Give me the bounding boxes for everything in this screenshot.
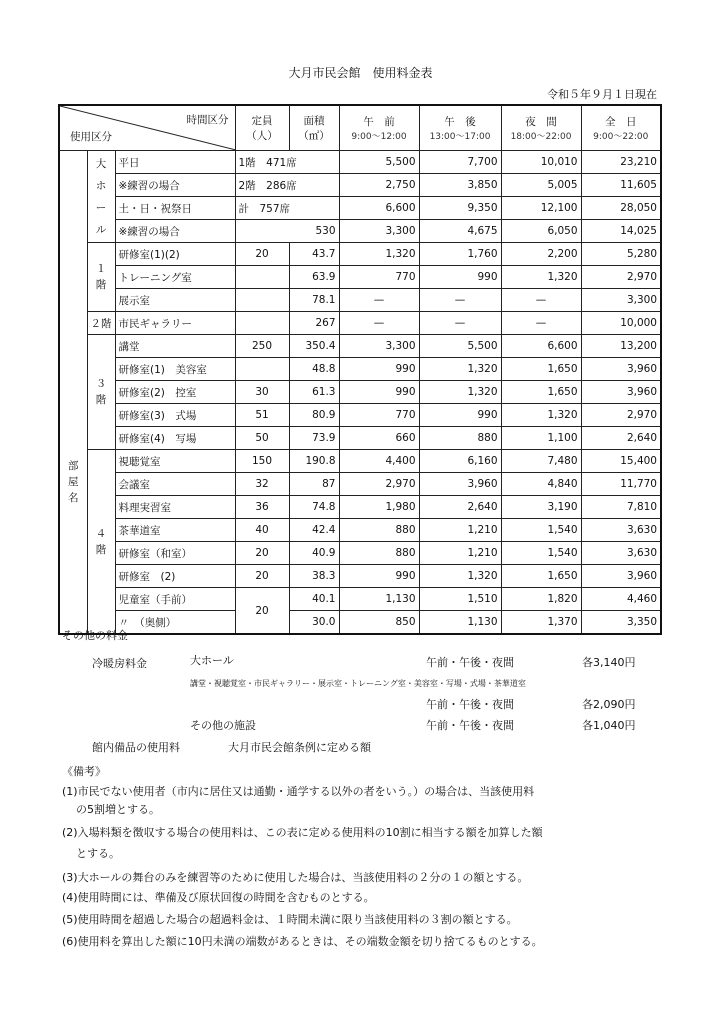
area: 61.3	[289, 381, 339, 404]
table-row	[59, 381, 661, 404]
allday-header	[581, 105, 661, 151]
fee-night: 10,010	[501, 151, 581, 174]
document-title: 大月市民会館 使用料金表	[288, 66, 433, 80]
room-name: 視聴覚室	[115, 450, 235, 473]
fee-night: 1,320	[501, 404, 581, 427]
fee-afternoon: 1,510	[419, 588, 501, 611]
room-name: 研修室 (2)	[115, 565, 235, 588]
capacity	[235, 266, 289, 289]
fee-allday: 7,810	[581, 496, 661, 519]
effective-date: 令和５年９月１日現在	[547, 88, 657, 101]
night-header	[501, 105, 581, 151]
capacity: 20	[235, 588, 289, 635]
fee-afternoon: 1,130	[419, 611, 501, 635]
allday-label: 全 日	[605, 116, 637, 128]
fee-night: 7,480	[501, 450, 581, 473]
fee-night: 6,050	[501, 220, 581, 243]
fee-night: 12,100	[501, 197, 581, 220]
fee-night: 1,540	[501, 542, 581, 565]
fee-night: 5,005	[501, 174, 581, 197]
fee-allday: 3,300	[581, 289, 661, 312]
area: 40.9	[289, 542, 339, 565]
table-row	[59, 404, 661, 427]
floor4-text: ４階	[95, 527, 107, 556]
area: 530	[235, 220, 339, 243]
table-row	[59, 588, 661, 611]
night-label: 夜 間	[525, 116, 557, 128]
remark-2a: (2)入場料類を徴収する場合の使用料は、この表に定める使用料の10割に相当する額を加算した額	[62, 826, 543, 839]
night-time: 18:00～22:00	[510, 132, 572, 142]
capacity: 40	[235, 519, 289, 542]
room-name: 会議室	[115, 473, 235, 496]
fee-morning: —	[339, 289, 419, 312]
fee-allday: 11,770	[581, 473, 661, 496]
afternoon-label: 午 後	[444, 116, 476, 128]
fee-afternoon: 6,160	[419, 450, 501, 473]
fee-morning: 990	[339, 381, 419, 404]
fee-allday: 23,210	[581, 151, 661, 174]
others-fee-periods: 午前・午後・夜間	[426, 719, 514, 732]
fee-afternoon: 3,960	[419, 473, 501, 496]
fee-night: 1,320	[501, 266, 581, 289]
fee-allday: 11,605	[581, 174, 661, 197]
fee-morning: 2,750	[339, 174, 419, 197]
table-row	[59, 312, 661, 335]
fee-afternoon: 990	[419, 404, 501, 427]
remark-4: (4)使用時間には、準備及び原状回復の時間を含むものとする。	[62, 891, 375, 904]
rooms-fee-value: 各2,090円	[582, 698, 636, 711]
table-row	[59, 289, 661, 312]
area: 87	[289, 473, 339, 496]
fee-night: —	[501, 312, 581, 335]
floor3-text: ３階	[95, 378, 107, 406]
area: 43.7	[289, 243, 339, 266]
room-name: 土・日・祝祭日	[115, 197, 235, 220]
fee-allday: 5,280	[581, 243, 661, 266]
fee-night: —	[501, 289, 581, 312]
fee-night: 1,370	[501, 611, 581, 635]
fee-afternoon: 4,675	[419, 220, 501, 243]
area: 73.9	[289, 427, 339, 450]
area: 80.9	[289, 404, 339, 427]
fee-allday: 3,630	[581, 519, 661, 542]
cooling-label: 冷暖房料金	[92, 657, 147, 670]
remarks-heading: 《備考》	[62, 765, 106, 778]
fee-afternoon: —	[419, 312, 501, 335]
remark-1a: (1)市民でない使用者（市内に居住又は通勤・通学する以外の者をいう。）の場合は、当該使用料	[62, 785, 535, 798]
area: 350.4	[289, 335, 339, 358]
fee-night: 1,540	[501, 519, 581, 542]
afternoon-header	[419, 105, 501, 151]
room-name: 研修室(3) 式場	[115, 404, 235, 427]
area-header-label: 面積	[303, 115, 325, 127]
capacity	[235, 358, 289, 381]
others-fee-value: 各1,040円	[582, 719, 636, 732]
area: 48.8	[289, 358, 339, 381]
room-name: 研修室(1)(2)	[115, 243, 235, 266]
fee-morning: 5,500	[339, 151, 419, 174]
fee-afternoon: 880	[419, 427, 501, 450]
area: 190.8	[289, 450, 339, 473]
room-name: 研修室(2) 控室	[115, 381, 235, 404]
capacity: 20	[235, 565, 289, 588]
fee-afternoon: 7,700	[419, 151, 501, 174]
area: 74.8	[289, 496, 339, 519]
allday-time: 9:00～22:00	[593, 132, 649, 142]
fee-allday: 3,960	[581, 381, 661, 404]
fee-afternoon: 3,850	[419, 174, 501, 197]
fee-night: 1,650	[501, 381, 581, 404]
table-row	[59, 174, 661, 197]
fee-night: 1,820	[501, 588, 581, 611]
fee-night: 1,650	[501, 358, 581, 381]
room-name: 研修室(1) 美容室	[115, 358, 235, 381]
room-name: ※練習の場合	[115, 174, 235, 197]
table-row	[59, 151, 661, 174]
room-name: 展示室	[115, 289, 235, 312]
capacity: 20	[235, 542, 289, 565]
fee-afternoon: 9,350	[419, 197, 501, 220]
area: 267	[289, 312, 339, 335]
capacity: 2階 286席	[235, 174, 339, 197]
fee-morning: 990	[339, 565, 419, 588]
fee-morning: 1,320	[339, 243, 419, 266]
fee-allday: 3,630	[581, 542, 661, 565]
fee-allday: 3,960	[581, 358, 661, 381]
area: 78.1	[289, 289, 339, 312]
area: 42.4	[289, 519, 339, 542]
table-row	[59, 450, 661, 473]
equipment-label: 館内備品の使用料	[92, 741, 180, 754]
fee-morning: 770	[339, 404, 419, 427]
fee-morning: —	[339, 312, 419, 335]
fee-allday: 2,640	[581, 427, 661, 450]
fee-morning: 3,300	[339, 335, 419, 358]
header-corner-cell	[59, 105, 235, 151]
fee-morning: 1,130	[339, 588, 419, 611]
table-row	[59, 243, 661, 266]
area: 38.3	[289, 565, 339, 588]
room-name: 児童室（手前）	[115, 588, 235, 611]
fee-morning: 3,300	[339, 220, 419, 243]
fee-allday: 4,460	[581, 588, 661, 611]
floor1-label	[87, 243, 115, 312]
fee-morning: 1,980	[339, 496, 419, 519]
fee-morning: 850	[339, 611, 419, 635]
fee-afternoon: 5,500	[419, 335, 501, 358]
fee-night: 1,650	[501, 565, 581, 588]
capacity-header-label: 定員	[251, 115, 273, 127]
fee-allday: 14,025	[581, 220, 661, 243]
fee-morning: 990	[339, 358, 419, 381]
capacity	[235, 312, 289, 335]
fee-afternoon: 1,320	[419, 381, 501, 404]
area-unit: （㎡）	[298, 130, 330, 142]
fee-afternoon: 1,210	[419, 542, 501, 565]
capacity: 150	[235, 450, 289, 473]
morning-time: 9:00～12:00	[351, 132, 407, 142]
table-row	[59, 519, 661, 542]
fee-afternoon: 1,320	[419, 565, 501, 588]
header-row	[59, 105, 661, 151]
room-name: 研修室(4) 写場	[115, 427, 235, 450]
capacity	[235, 289, 289, 312]
table-row	[59, 335, 661, 358]
fee-morning: 770	[339, 266, 419, 289]
table-row	[59, 358, 661, 381]
room-name: 茶華道室	[115, 519, 235, 542]
area: 63.9	[289, 266, 339, 289]
capacity: 51	[235, 404, 289, 427]
others-fee-label: その他の施設	[190, 719, 256, 732]
area: 40.1	[289, 588, 339, 611]
room-name-text: 部屋名	[68, 460, 79, 504]
fee-allday: 15,400	[581, 450, 661, 473]
fee-afternoon: 1,320	[419, 358, 501, 381]
room-name: 平日	[115, 151, 235, 174]
remark-2b: とする。	[76, 847, 120, 860]
fee-allday: 10,000	[581, 312, 661, 335]
fee-night: 1,100	[501, 427, 581, 450]
fee-afternoon: 2,640	[419, 496, 501, 519]
capacity: 32	[235, 473, 289, 496]
fee-night: 2,200	[501, 243, 581, 266]
fee-table	[58, 104, 662, 635]
hall-label	[87, 151, 115, 243]
fee-allday: 2,970	[581, 404, 661, 427]
room-name: 講堂	[115, 335, 235, 358]
table-row	[59, 473, 661, 496]
capacity: 1階 471席	[235, 151, 339, 174]
table-row	[59, 266, 661, 289]
remark-5: (5)使用時間を超過した場合の超過料金は、１時間未満に限り当該使用料の３割の額とする。	[62, 913, 518, 926]
equipment-value: 大月市民会館条例に定める額	[228, 741, 371, 754]
floor3-label	[87, 335, 115, 450]
table-row	[59, 542, 661, 565]
table-row	[59, 611, 661, 635]
rooms-fee-periods: 午前・午後・夜間	[426, 698, 514, 711]
area: 30.0	[289, 611, 339, 635]
capacity: 36	[235, 496, 289, 519]
room-name-label	[59, 151, 87, 635]
fee-morning: 660	[339, 427, 419, 450]
table-row	[59, 427, 661, 450]
fee-afternoon: 1,210	[419, 519, 501, 542]
capacity: 50	[235, 427, 289, 450]
other-fees-heading: その他の料金	[62, 629, 128, 642]
morning-label: 午 前	[363, 116, 395, 128]
capacity-unit: （人）	[246, 130, 278, 142]
user-division-label: 使用区分	[70, 131, 112, 143]
room-name: 市民ギャラリー	[115, 312, 235, 335]
table-row	[59, 197, 661, 220]
fee-night: 4,840	[501, 473, 581, 496]
room-name: 料理実習室	[115, 496, 235, 519]
floor2-label: ２階	[87, 312, 115, 335]
capacity: 20	[235, 243, 289, 266]
fee-morning: 4,400	[339, 450, 419, 473]
fee-afternoon: —	[419, 289, 501, 312]
room-name: ※練習の場合	[115, 220, 235, 243]
remark-1b: の5割増とする。	[76, 803, 160, 816]
capacity-header	[235, 105, 289, 151]
hall-fee-periods: 午前・午後・夜間	[426, 656, 514, 669]
fee-afternoon: 1,760	[419, 243, 501, 266]
fee-allday: 3,960	[581, 565, 661, 588]
fee-morning: 880	[339, 519, 419, 542]
fee-allday: 2,970	[581, 266, 661, 289]
afternoon-time: 13:00～17:00	[429, 132, 491, 142]
rooms-list: 講堂・視聴覚室・市民ギャラリー・展示室・トレーニング室・美容室・写場・式場・茶華道室	[190, 679, 526, 688]
hall-label-text: 大ホール	[95, 157, 107, 236]
fee-morning: 6,600	[339, 197, 419, 220]
fee-allday: 13,200	[581, 335, 661, 358]
hall-fee-value: 各3,140円	[582, 656, 636, 669]
fee-night: 6,600	[501, 335, 581, 358]
fee-allday: 3,350	[581, 611, 661, 635]
floor1-text: １階	[95, 263, 107, 291]
floor4-label	[87, 450, 115, 635]
remark-6: (6)使用料を算出した額に10円未満の端数があるときは、その端数金額を切り捨てるものとする。	[62, 935, 543, 948]
capacity: 計 757席	[235, 197, 339, 220]
room-name: トレーニング室	[115, 266, 235, 289]
fee-night: 3,190	[501, 496, 581, 519]
capacity: 30	[235, 381, 289, 404]
remark-3: (3)大ホールの舞台のみを練習等のために使用した場合は、当該使用料の２分の１の額とする。	[62, 871, 529, 884]
fee-morning: 880	[339, 542, 419, 565]
fee-allday: 28,050	[581, 197, 661, 220]
fee-morning: 2,970	[339, 473, 419, 496]
table-row	[59, 220, 661, 243]
table-row	[59, 565, 661, 588]
room-name: 〃 （奥側）	[115, 611, 235, 635]
capacity: 250	[235, 335, 289, 358]
room-name: 研修室（和室）	[115, 542, 235, 565]
morning-header	[339, 105, 419, 151]
hall-fee-label: 大ホール	[190, 654, 234, 667]
area-header	[289, 105, 339, 151]
time-division-label: 時間区分	[186, 114, 229, 126]
table-row	[59, 496, 661, 519]
fee-afternoon: 990	[419, 266, 501, 289]
